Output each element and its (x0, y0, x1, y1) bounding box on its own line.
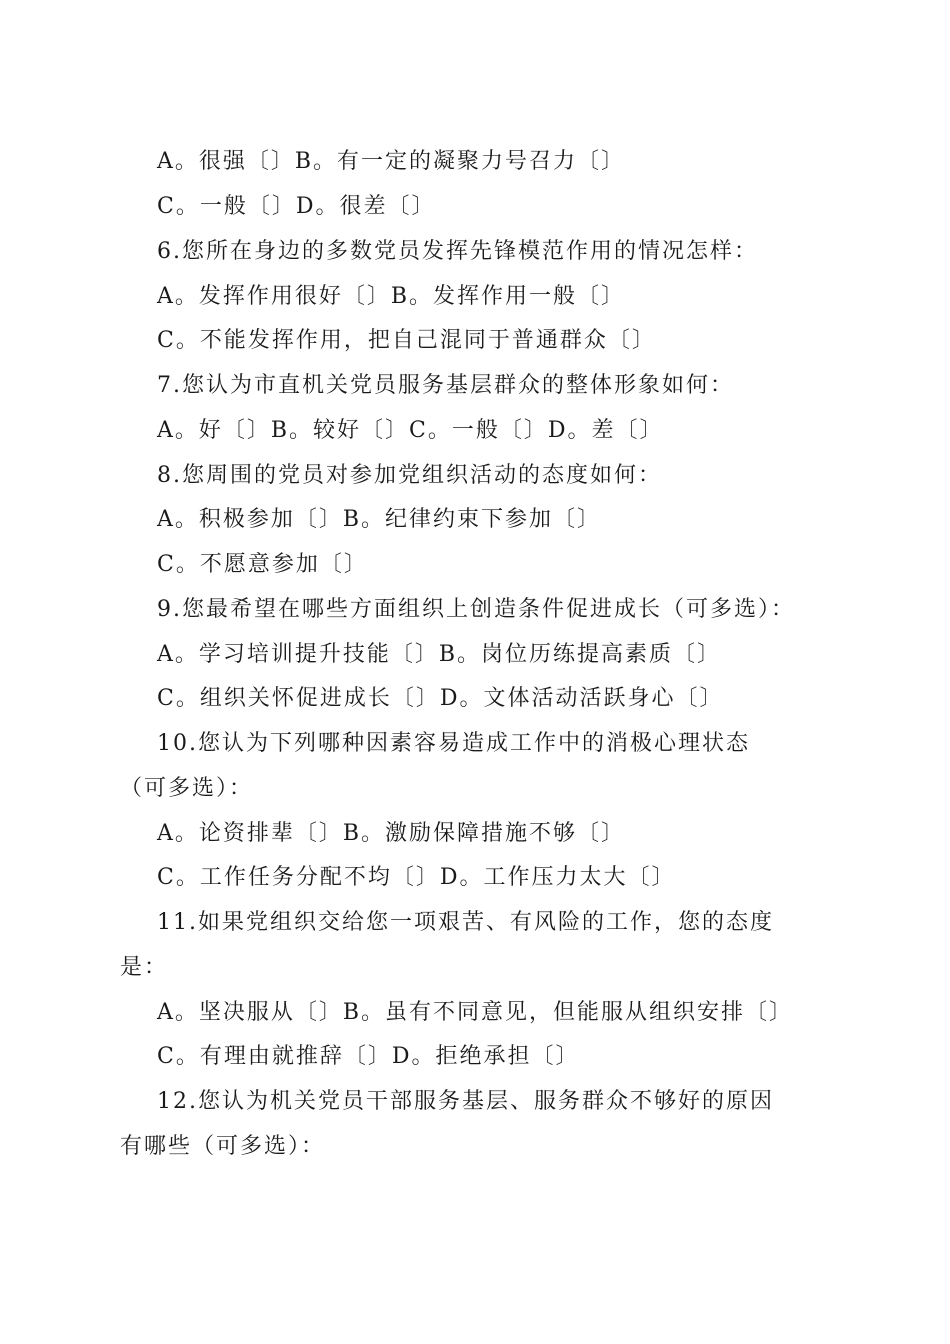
question-9: 9.您最希望在哪些方面组织上创造条件促进成长（可多选）： (157, 597, 795, 622)
q9-options-cd: C。组织关怀促进成长〔〕D。文体活动活跃身心〔〕 (157, 686, 724, 711)
question-11-cont: 是： (120, 955, 169, 980)
q8-option-c: C。不愿意参加〔〕 (157, 552, 368, 577)
q6-option-c: C。不能发挥作用，把自己混同于普通群众〔〕 (157, 328, 656, 353)
q7-options: A。好〔〕B。较好〔〕C。一般〔〕D。差〔〕 (157, 418, 664, 443)
question-12: 12.您认为机关党员干部服务基层、服务群众不够好的原因 (157, 1089, 774, 1114)
question-10: 10.您认为下列哪种因素容易造成工作中的消极心理状态 (157, 731, 750, 756)
q10-options-ab: A。论资排辈〔〕B。激励保障措施不够〔〕 (157, 821, 626, 846)
q10-options-cd: C。工作任务分配不均〔〕D。工作压力太大〔〕 (157, 865, 676, 890)
q11-options-ab: A。坚决服从〔〕B。虽有不同意见，但能服从组织安排〔〕 (157, 1000, 794, 1025)
question-12-cont: 有哪些（可多选）： (120, 1134, 326, 1159)
q6-options-ab: A。发挥作用很好〔〕B。发挥作用一般〔〕 (157, 284, 626, 309)
question-7: 7.您认为市直机关党员服务基层群众的整体形象如何： (157, 373, 734, 398)
question-6: 6.您所在身边的多数党员发挥先锋模范作用的情况怎样： (157, 239, 758, 264)
q8-options-ab: A。积极参加〔〕B。纪律约束下参加〔〕 (157, 507, 602, 532)
q5-options-ab: A。很强〔〕B。有一定的凝聚力号召力〔〕 (157, 149, 626, 174)
q9-options-ab: A。学习培训提升技能〔〕B。岗位历练提高素质〔〕 (157, 642, 722, 667)
question-8: 8.您周围的党员对参加党组织活动的态度如何： (157, 463, 662, 488)
q11-options-cd: C。有理由就推辞〔〕D。拒绝承担〔〕 (157, 1044, 580, 1069)
question-10-cont: （可多选）： (120, 776, 254, 801)
question-11: 11.如果党组织交给您一项艰苦、有风险的工作，您的态度 (157, 910, 774, 935)
q5-options-cd: C。一般〔〕D。很差〔〕 (157, 194, 436, 219)
